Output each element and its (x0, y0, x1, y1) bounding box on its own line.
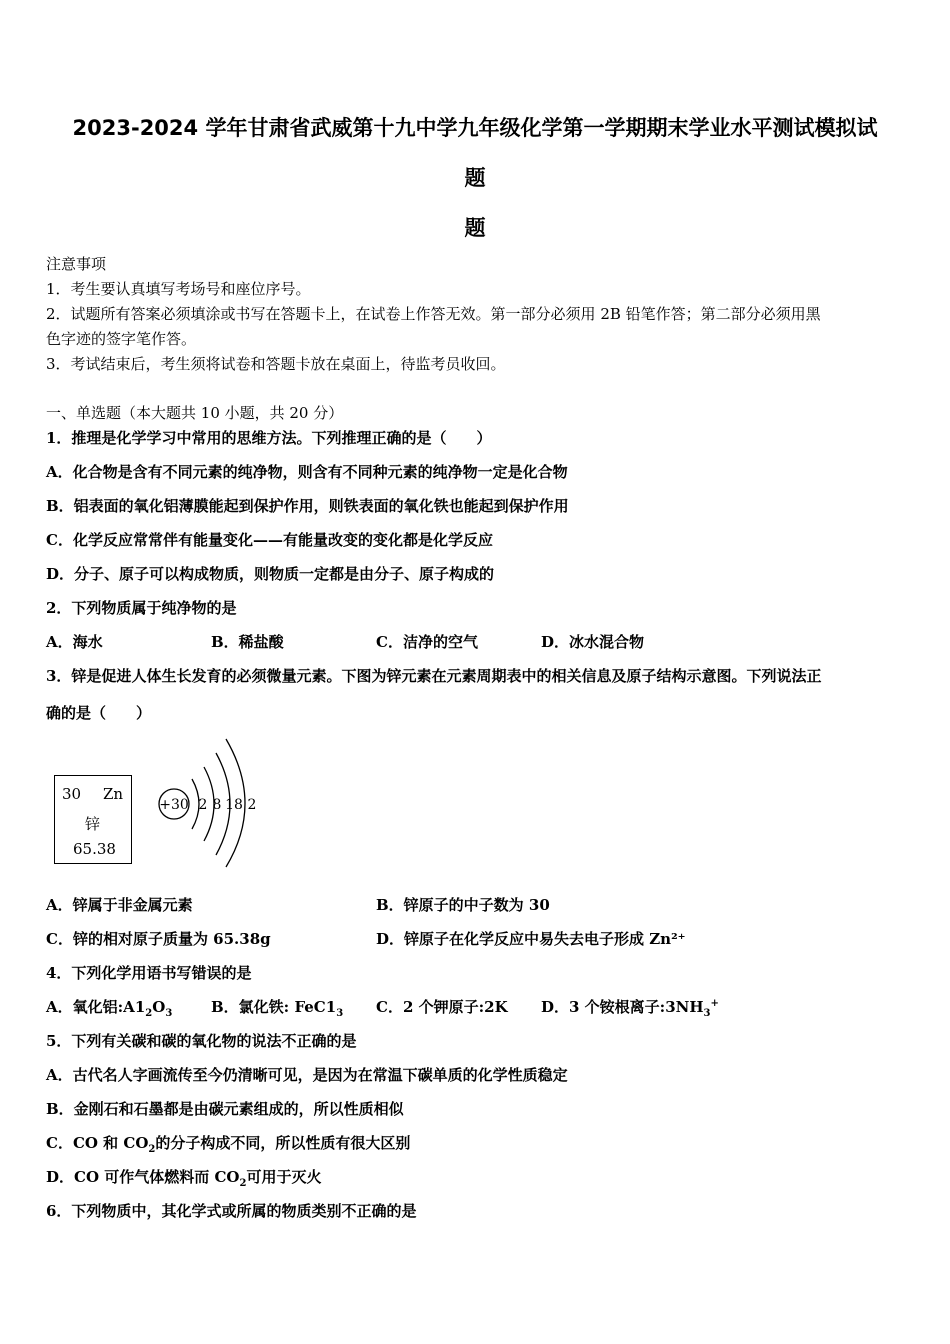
q3-stem-line1: 3．锌是促进人体生长发育的必须微量元素。下图为锌元素在元素周期表中的相关信息及原子结构示意图。下列说法正 (46, 667, 822, 685)
notice-item-3: 3．考试结束后，考生须将试卷和答题卡放在桌面上，待监考员收回。 (46, 355, 506, 373)
notice-item-1: 1．考生要认真填写考场号和座位序号。 (46, 280, 311, 298)
shell-count-2: 8 (212, 797, 222, 813)
page-title-line3: 题 (464, 216, 486, 240)
q1-option-d: D．分子、原子可以构成物质，则物质一定都是由分子、原子构成的 (46, 565, 495, 583)
q3-option-c: C．锌的相对原子质量为 65.38g (46, 930, 271, 948)
shell-count-1: 2 (198, 797, 208, 813)
notice-item-2-cont: 色字迹的签字笔作答。 (46, 330, 197, 348)
q5-option-d: D．CO 可作气体燃料而 $CO_2$可用于灭火 (46, 1168, 322, 1189)
notice-item-2: 2．试题所有答案必须填涂或书写在答题卡上，在试卷上作答无效。第一部分必须用 2B 铅笔作答；第二部分必须用黑 (46, 305, 821, 323)
q5-option-c: C．CO 和 $CO_2$的分子构成不同，所以性质有很大区别 (46, 1134, 411, 1155)
q1-option-c: C．化学反应常常伴有能量变化——有能量改变的变化都是化学反应 (46, 531, 493, 549)
q2-stem: 2．下列物质属于纯净物的是 (46, 599, 237, 617)
q4-option-a: A．氧化铝$:A1_2O_3$ (46, 998, 173, 1019)
q1-option-a: A．化合物是含有不同元素的纯净物，则含有不同种元素的纯净物一定是化合物 (46, 463, 568, 481)
zinc-atom-diagram (150, 735, 270, 870)
q2-option-c: C．洁净的空气 (376, 633, 478, 651)
q5-option-a: A．古代名人字画流传至今仍清晰可见，是因为在常温下碳单质的化学性质稳定 (46, 1066, 568, 1084)
notice-heading: 注意事项 (46, 255, 107, 273)
zinc-atomic-number: 30 (62, 785, 82, 803)
shell-count-4: 2 (247, 797, 257, 813)
page-title-line1: 2023-2024 学年甘肃省武威第十九中学九年级化学第一学期期末学业水平测试模拟试 (72, 116, 878, 140)
zinc-name: 锌 (85, 815, 101, 833)
q3-option-a: A．锌属于非金属元素 (46, 896, 193, 914)
q5-option-b: B．金刚石和石墨都是由碳元素组成的，所以性质相似 (46, 1100, 404, 1118)
q2-option-a: A．海水 (46, 633, 103, 651)
q5-stem: 5．下列有关碳和碳的氧化物的说法不正确的是 (46, 1032, 357, 1050)
q3-option-b: B．锌原子的中子数为 30 (376, 896, 550, 914)
q4-stem: 4．下列化学用语书写错误的是 (46, 964, 252, 982)
q3-option-d: D．锌原子在化学反应中易失去电子形成 Zn²⁺ (376, 930, 686, 948)
q4-option-b: B．氯化铁: $FeC1_3$ (211, 998, 344, 1019)
q4-option-c: C．2 个钾原子:2K (376, 998, 508, 1016)
q2-option-d: D．冰水混合物 (541, 633, 645, 651)
nucleus-charge: +30 (159, 797, 189, 813)
zinc-symbol: Zn (103, 785, 124, 803)
section-heading: 一、单选题（本大题共 10 小题，共 20 分） (46, 404, 344, 422)
q2-option-b: B．稀盐酸 (211, 633, 284, 651)
q1-stem: 1．推理是化学学习中常用的思维方法。下列推理正确的是（ ） (46, 429, 492, 447)
q6-stem: 6．下列物质中，其化学式或所属的物质类别不正确的是 (46, 1202, 417, 1220)
shell-count-3: 18 (225, 797, 243, 813)
zinc-atomic-mass: 65.38 (73, 840, 116, 858)
page-title-line2: 题 (464, 166, 486, 190)
q4-option-d: D．3 个铵根离子$:3NH_3^+$ (541, 998, 719, 1019)
zinc-element-card (54, 775, 132, 864)
q3-stem-line2: 确的是（ ） (46, 704, 152, 722)
q1-option-b: B．铝表面的氧化铝薄膜能起到保护作用，则铁表面的氧化铁也能起到保护作用 (46, 497, 569, 515)
